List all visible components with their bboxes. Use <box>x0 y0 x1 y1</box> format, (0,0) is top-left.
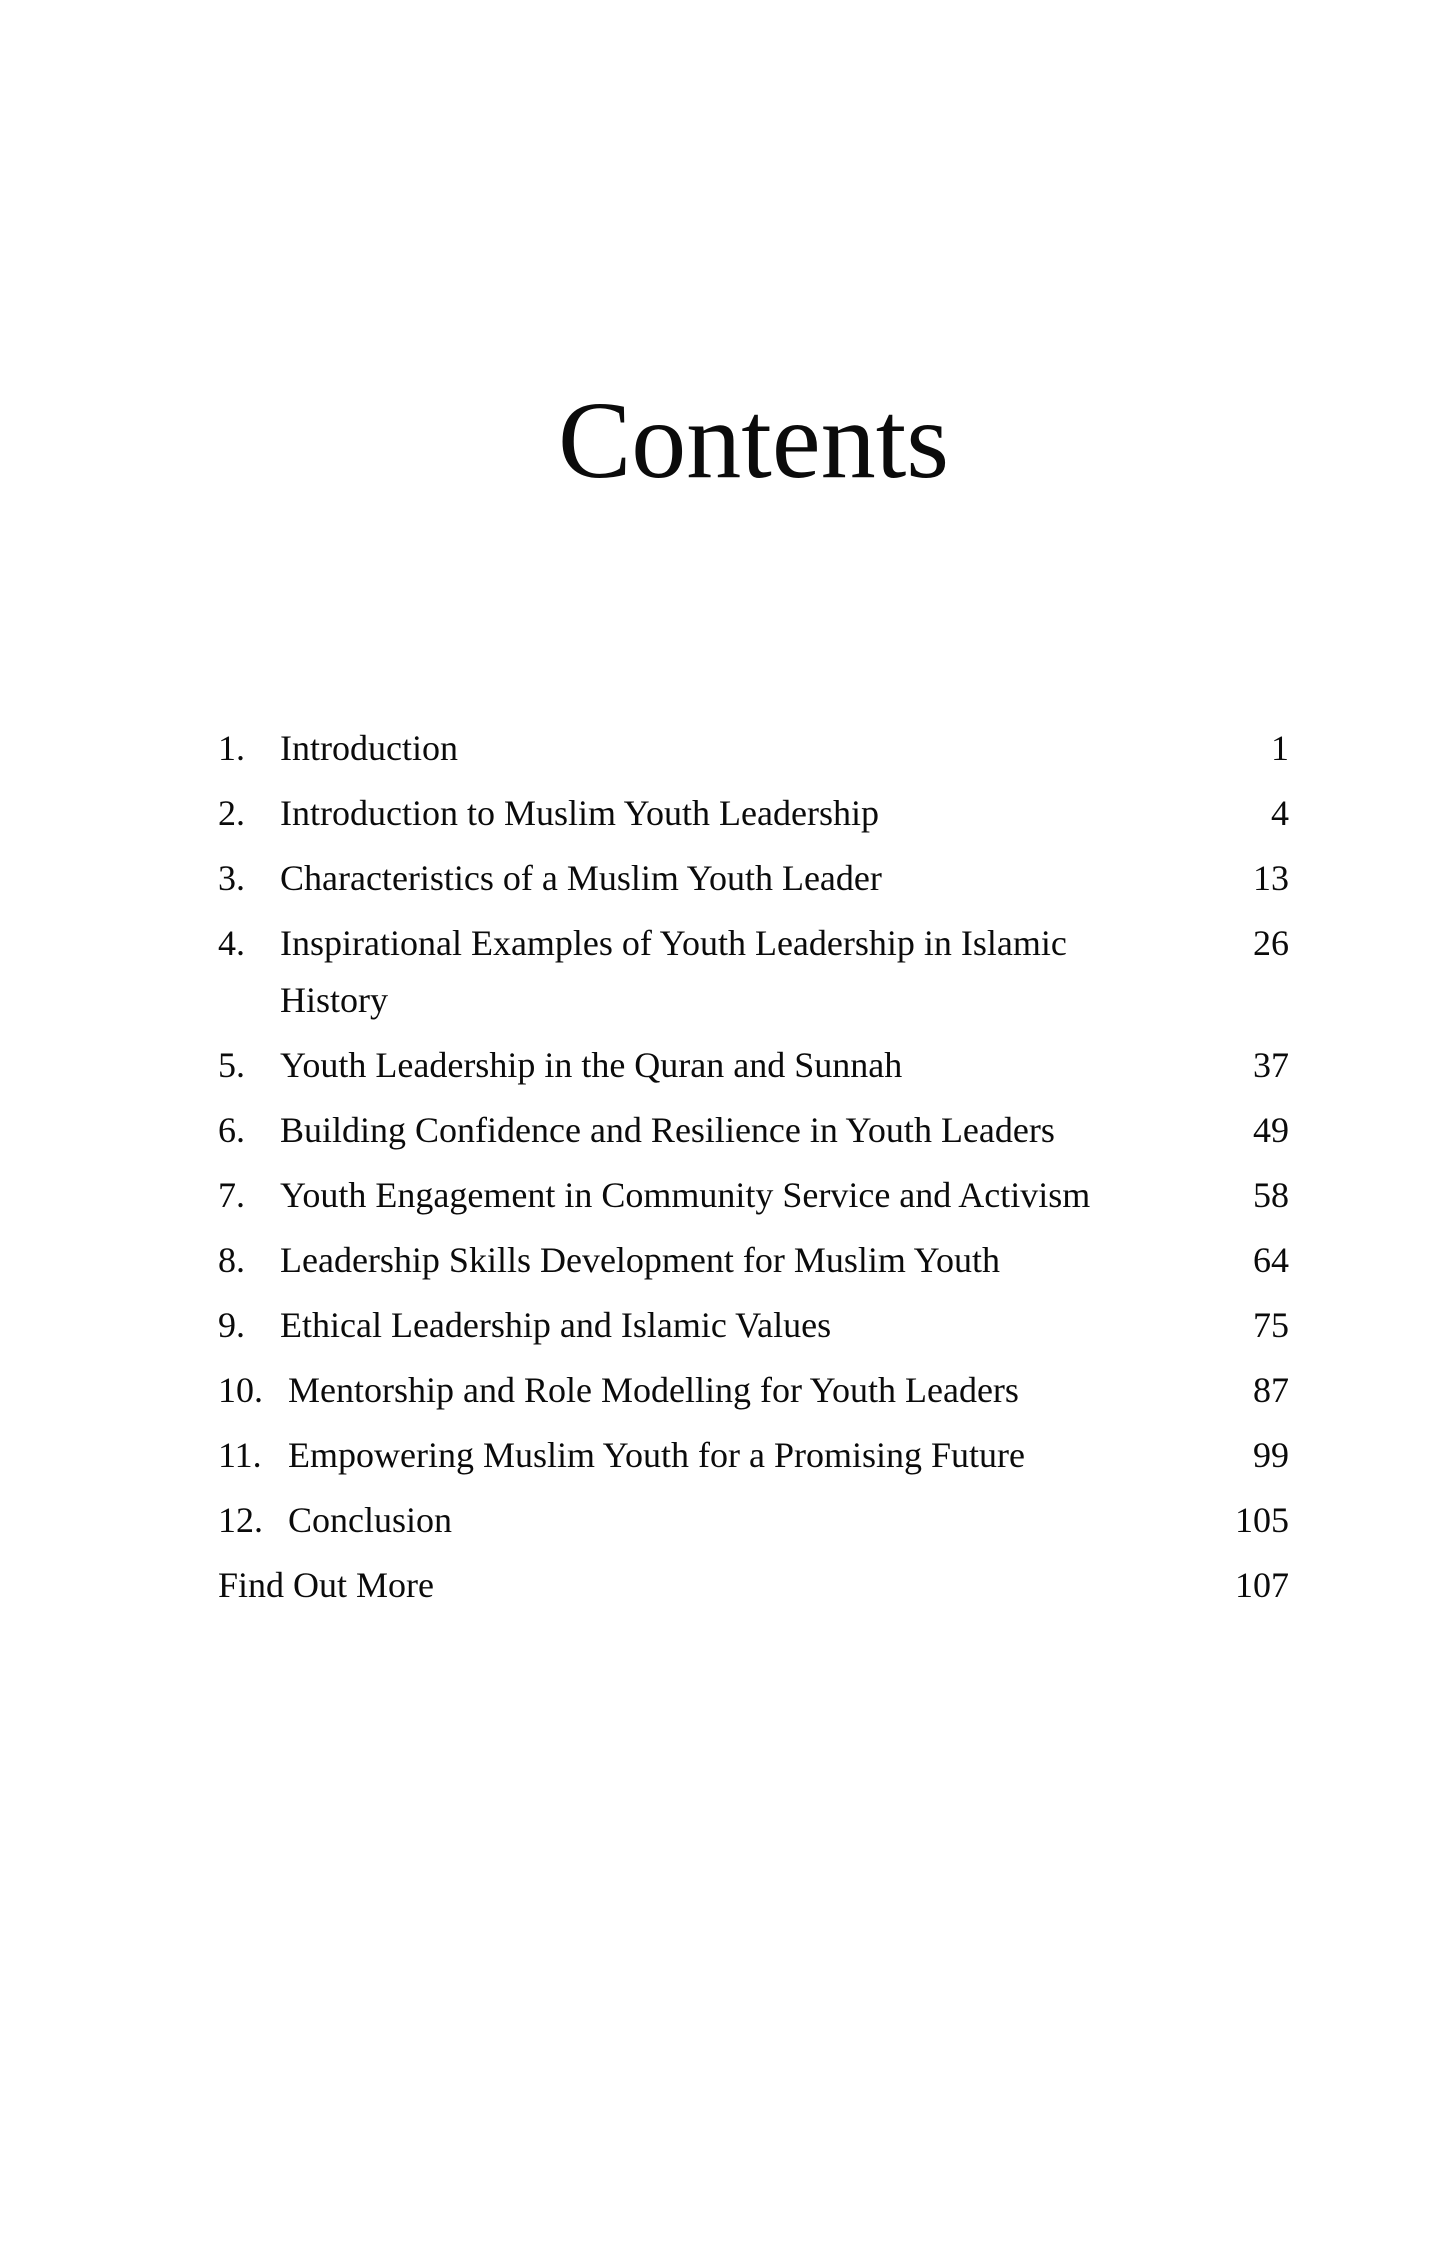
toc-entry-page: 105 <box>1235 1500 1289 1540</box>
toc-entry-title: Find Out More <box>218 1565 434 1605</box>
toc-entry-number: 1. <box>218 728 245 768</box>
toc-entry-title: Youth Engagement in Community Service and Activism <box>280 1175 1091 1215</box>
toc-entry-page: 13 <box>1253 858 1289 898</box>
toc-entry-number: 9. <box>218 1305 245 1345</box>
toc-entry <box>218 1362 1289 1419</box>
toc-entry-page: 87 <box>1253 1370 1289 1410</box>
toc-list <box>218 720 1289 1614</box>
toc-entry-page: 99 <box>1253 1435 1289 1475</box>
toc-entry-page: 26 <box>1253 923 1289 963</box>
toc-entry <box>218 1232 1289 1289</box>
toc-entry-title: Introduction <box>280 728 458 768</box>
toc-entry-number: 3. <box>218 858 245 898</box>
toc-entry-number: 4. <box>218 923 245 963</box>
toc-entry-number: 11. <box>218 1435 262 1475</box>
toc-entry <box>218 850 1289 907</box>
toc-entry <box>218 720 1289 777</box>
toc-entry-page: 58 <box>1253 1175 1289 1215</box>
toc-entry <box>218 1492 1289 1549</box>
toc-entry-title: Leadership Skills Development for Muslim Youth <box>280 1240 1000 1280</box>
toc-entry <box>218 1557 1289 1614</box>
toc-entry-title-line2: History <box>280 980 388 1020</box>
toc-entry <box>218 1297 1289 1354</box>
toc-entry-number: 6. <box>218 1110 245 1150</box>
toc-entry-title: Empowering Muslim Youth for a Promising Future <box>288 1435 1026 1475</box>
toc-entry-page: 107 <box>1235 1565 1289 1605</box>
toc-entry-page: 75 <box>1253 1305 1289 1345</box>
toc-entry-page: 1 <box>1271 728 1289 768</box>
toc-entry <box>218 1102 1289 1159</box>
toc-entry <box>218 785 1289 842</box>
toc-entry <box>218 1037 1289 1094</box>
toc-entry-number: 7. <box>218 1175 245 1215</box>
toc-entry-title <box>280 915 1229 1029</box>
toc-entry-title: Building Confidence and Resilience in Youth Leaders <box>280 1110 1055 1150</box>
toc-entry-title: Youth Leadership in the Quran and Sunnah <box>280 1045 903 1085</box>
toc-entry-page: 4 <box>1271 793 1289 833</box>
toc-entry-title-line1: Inspirational Examples of Youth Leadership in Islamic <box>280 923 1067 963</box>
toc-entry-title: Introduction to Muslim Youth Leadership <box>280 793 879 833</box>
toc-entry-page: 49 <box>1253 1110 1289 1150</box>
toc-entry-number: 12. <box>218 1500 263 1540</box>
toc-entry-title: Ethical Leadership and Islamic Values <box>280 1305 832 1345</box>
toc-entry-number: 2. <box>218 793 245 833</box>
toc-entry-page: 37 <box>1253 1045 1289 1085</box>
toc-entry-title: Mentorship and Role Modelling for Youth Leaders <box>288 1370 1019 1410</box>
toc-entry-title: Characteristics of a Muslim Youth Leader <box>280 858 882 898</box>
toc-entry-title: Conclusion <box>288 1500 453 1540</box>
toc-entry <box>218 1427 1289 1484</box>
page-content <box>218 0 1289 1614</box>
toc-entry <box>218 915 1289 1029</box>
page-title: Contents <box>557 379 950 501</box>
toc-entry-number: 10. <box>218 1370 263 1410</box>
toc-entry <box>218 1167 1289 1224</box>
toc-entry-number: 8. <box>218 1240 245 1280</box>
toc-entry-number: 5. <box>218 1045 245 1085</box>
toc-entry-page: 64 <box>1253 1240 1289 1280</box>
